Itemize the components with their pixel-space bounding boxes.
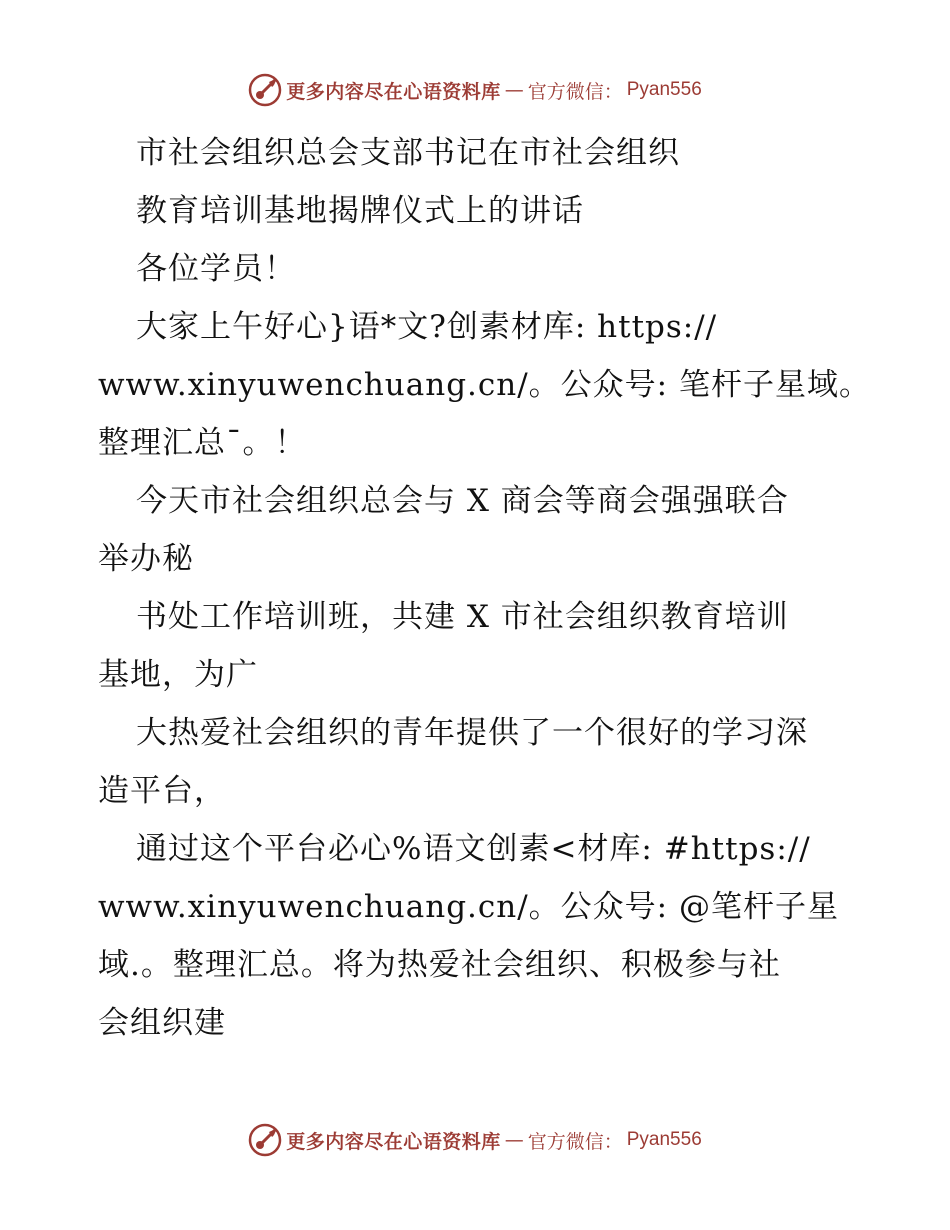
text-line: www.xinyuwenchuang.cn/。公众号: @笔杆子星 — [98, 889, 839, 925]
text-line: 大热爱社会组织的青年提供了一个很好的学习深 — [136, 715, 808, 751]
document-body — [98, 124, 878, 1052]
banner-text: 更多内容尽在心语资料库 — [286, 80, 501, 103]
header-banner — [0, 70, 950, 110]
text-line: 整理汇总¯。！ — [98, 425, 307, 461]
banner-text: 更多内容尽在心语资料库 — [286, 1130, 501, 1153]
banner-separator: — — [504, 79, 524, 101]
text-line: 举办秘 — [98, 541, 194, 577]
text-line: 今天市社会组织总会与 X 商会等商会强强联合 — [136, 483, 789, 519]
text-line: 通过这个平台必心%语文创素<材库: #https:// — [136, 831, 811, 867]
text-line: 各位学员！ — [136, 251, 296, 287]
footer-banner — [0, 1120, 950, 1160]
banner-wechat-label: 官方微信： — [527, 80, 623, 103]
text-line: 基地，为广 — [98, 657, 258, 693]
text-line: 大家上午好心}语*文?创素材库: https:// — [136, 309, 718, 345]
quill-logo-icon — [248, 73, 282, 107]
text-line: 教育培训基地揭牌仪式上的讲话 — [136, 193, 584, 229]
quill-logo-icon — [248, 1123, 282, 1157]
text-line: 会组织建 — [98, 1005, 226, 1041]
text-line: 域.。整理汇总。将为热爱社会组织、积极参与社 — [98, 947, 781, 983]
text-line: www.xinyuwenchuang.cn/。公众号: 笔杆子星域。 — [98, 367, 871, 403]
text-line: 造平台， — [98, 773, 226, 809]
text-line: 书处工作培训班，共建 X 市社会组织教育培训 — [136, 599, 789, 635]
text-line: 市社会组织总会支部书记在市社会组织 — [136, 135, 680, 171]
banner-wechat-id: Pyan556 — [626, 79, 702, 100]
banner-wechat-label: 官方微信： — [527, 1130, 623, 1153]
banner-wechat-id: Pyan556 — [626, 1129, 702, 1150]
banner-separator: — — [504, 1129, 524, 1151]
